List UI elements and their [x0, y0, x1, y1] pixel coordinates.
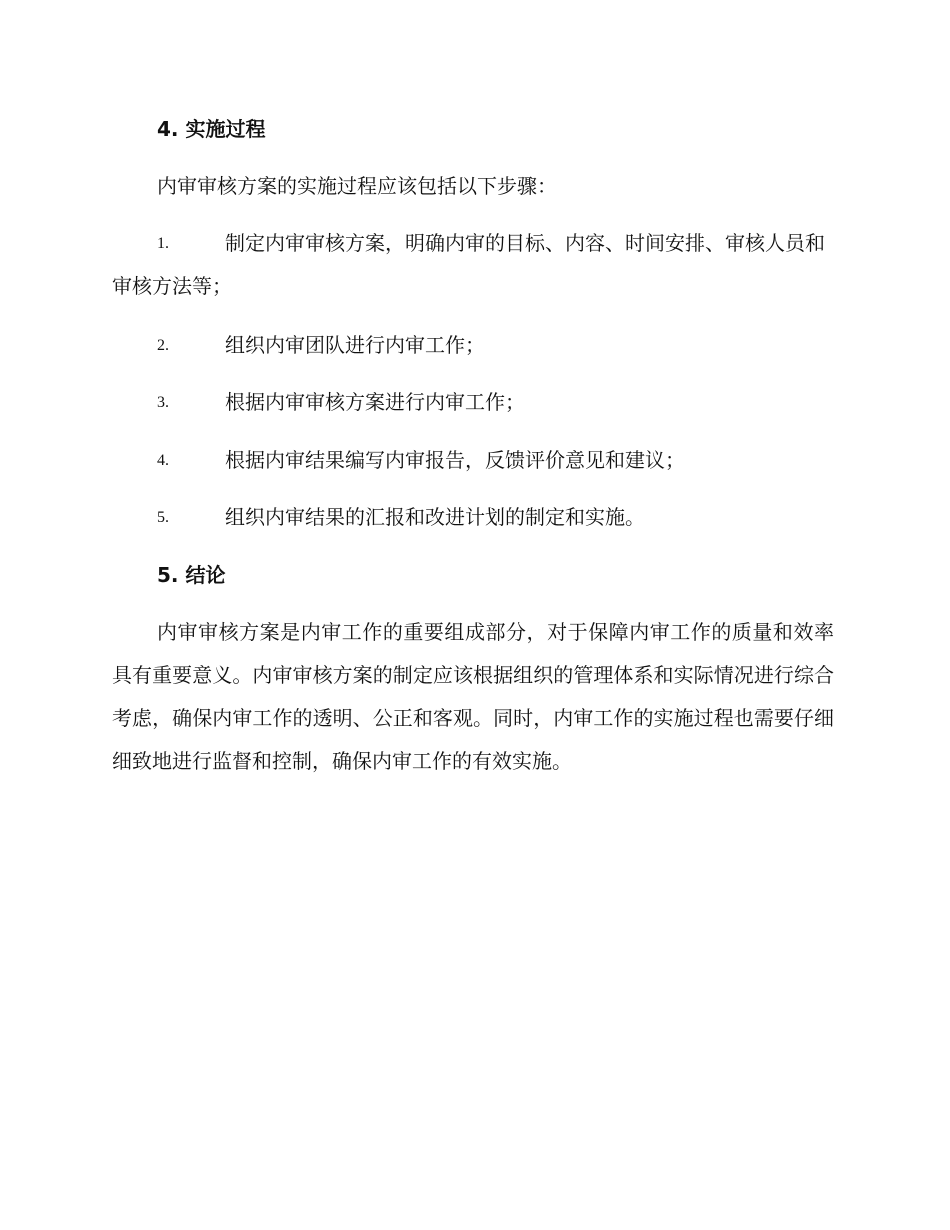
step-text: 根据内审结果编写内审报告，反馈评价意见和建议； [225, 448, 685, 472]
step-number: 4. [157, 452, 169, 469]
step-item-4 [112, 439, 834, 482]
step-item-3 [112, 381, 834, 424]
section-5-body: 内审审核方案是内审工作的重要组成部分，对于保障内审工作的质量和效率具有重要意义。内审审核方案的制定应该根据组织的管理体系和实际情况进行综合考虑，确保内审工作的透明、公正和客观。同时，内审工作的实施过程也需要仔细细致地进行监督和控制，确保内审工作的有效实施。 [112, 620, 834, 773]
step-number: 3. [157, 394, 169, 411]
step-text: 组织内审结果的汇报和改进计划的制定和实施。 [225, 505, 645, 529]
step-number: 5. [157, 509, 169, 526]
step-item-5 [112, 496, 834, 539]
section-4-intro: 内审审核方案的实施过程应该包括以下步骤： [157, 174, 557, 198]
step-text: 根据内审审核方案进行内审工作； [225, 390, 525, 414]
step-number: 1. [157, 235, 169, 252]
section-4-heading: 4. 实施过程 [157, 117, 266, 141]
step-number: 2. [157, 337, 169, 354]
step-text: 组织内审团队进行内审工作； [225, 333, 485, 357]
section-5-heading: 5. 结论 [157, 563, 226, 587]
step-item-1 [112, 222, 834, 308]
step-text: 制定内审审核方案，明确内审的目标、内容、时间安排、审核人员和审核方法等； [112, 231, 825, 298]
step-item-2 [112, 324, 834, 367]
